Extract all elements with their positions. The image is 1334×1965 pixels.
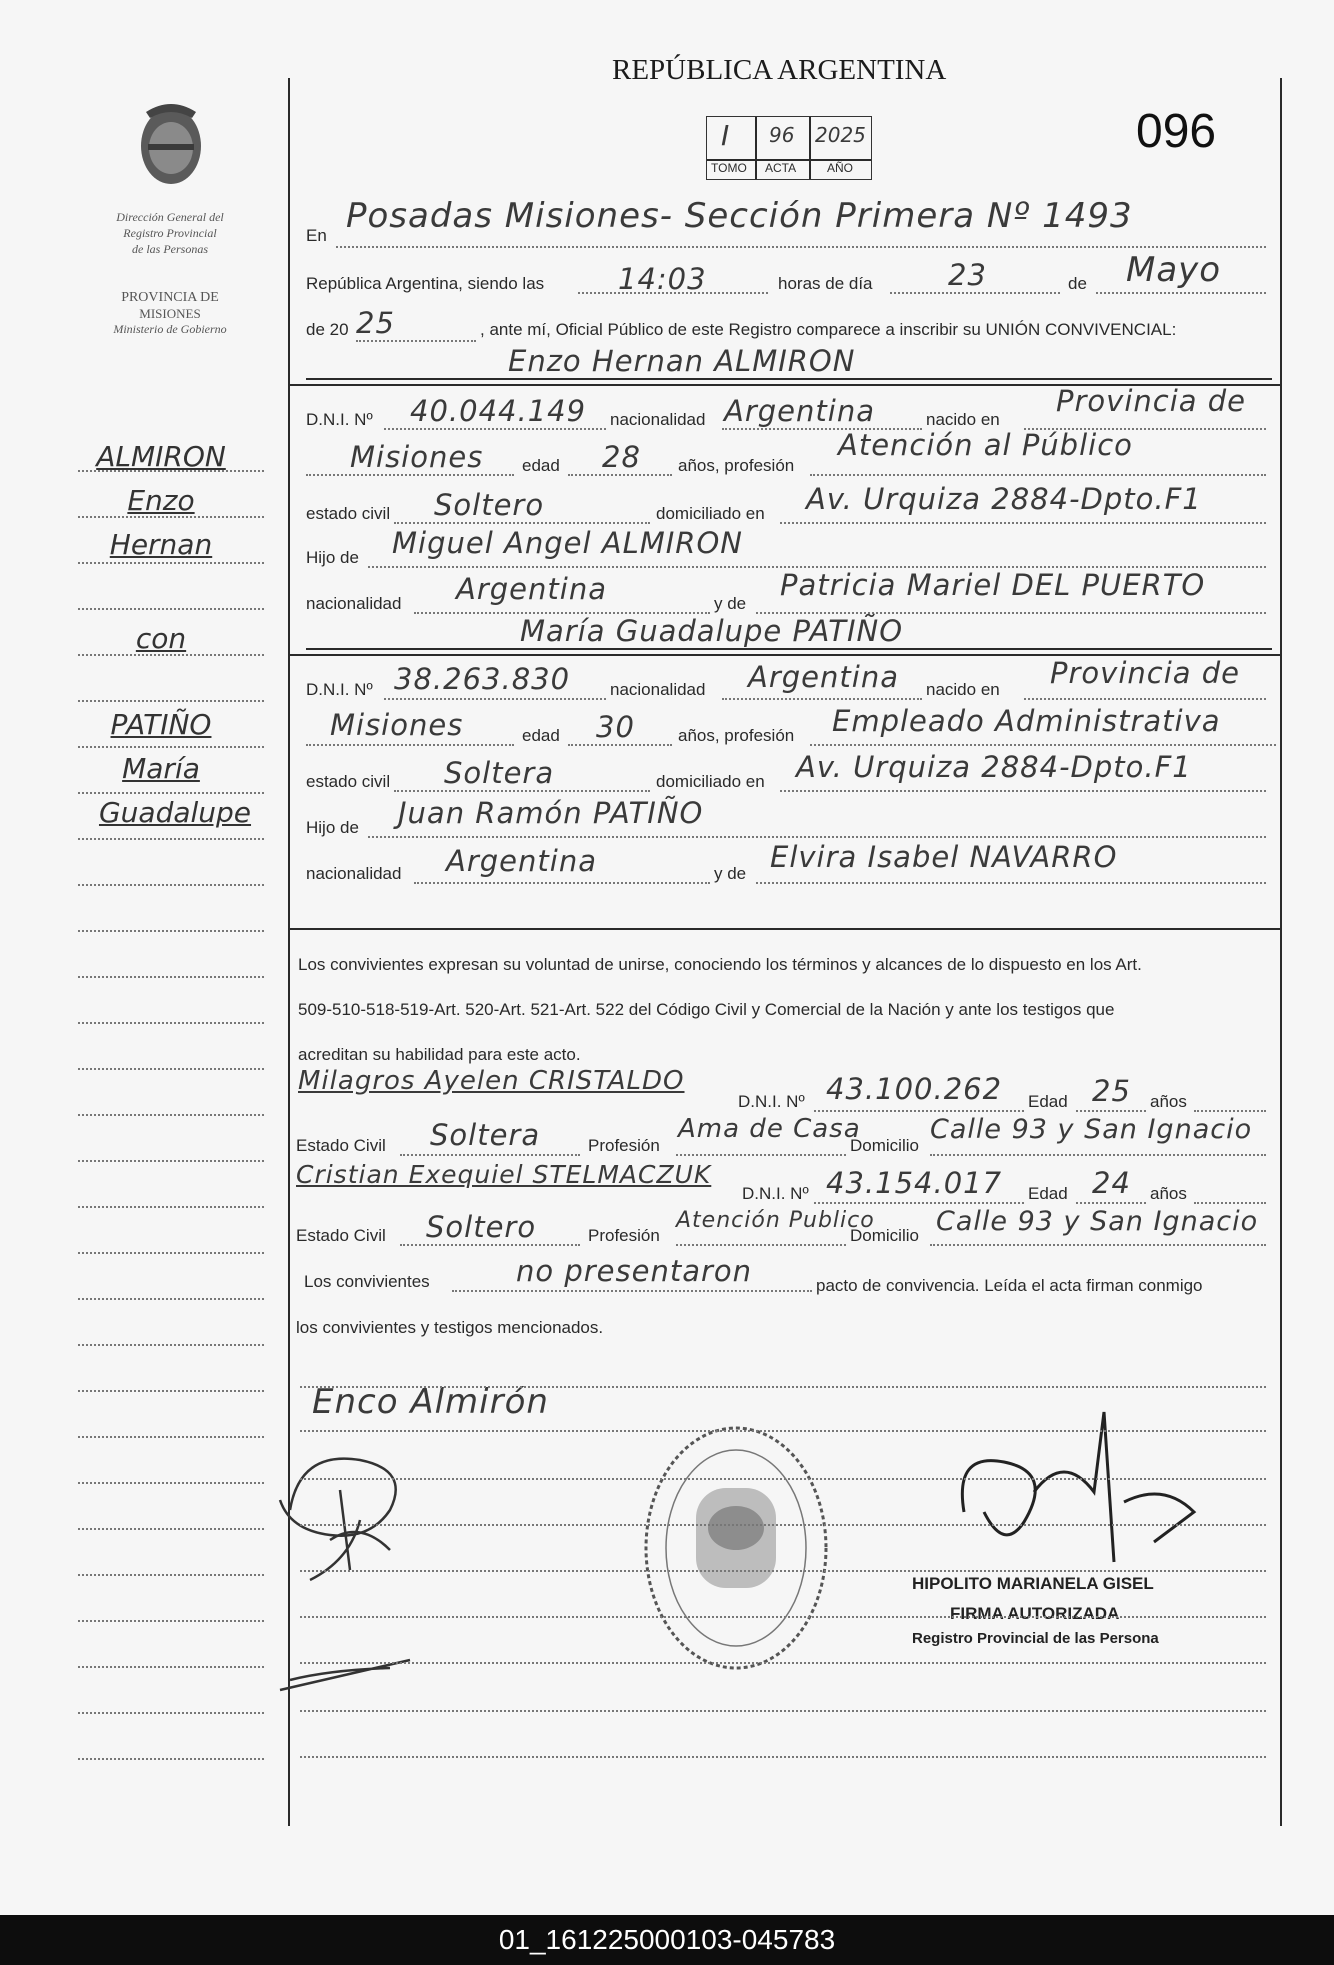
signature-area-rule — [300, 1570, 1266, 1572]
anio-label: AÑO — [827, 161, 854, 175]
pacto-text: pacto de convivencia. Leída el acta firman conmigo — [816, 1276, 1203, 1295]
w1-domicilio-label: Domicilio — [850, 1136, 919, 1155]
prov-line-2: MISIONES — [139, 306, 201, 321]
left-margin-rule — [78, 608, 264, 610]
p2-yde-label: y de — [714, 864, 747, 883]
intro-year-suffix: 25 — [356, 306, 395, 340]
p2-parents-nationality: Argentina — [446, 844, 597, 878]
convivientes-label: Los convivientes — [304, 1272, 430, 1291]
w1-civil-status: Soltera — [430, 1118, 541, 1152]
tomo-value: I — [721, 119, 730, 152]
country-header: REPÚBLICA ARGENTINA — [612, 54, 947, 86]
official-org: Registro Provincial de las Persona — [912, 1630, 1159, 1647]
p2-born-in-2: Misiones — [330, 708, 464, 742]
left-margin-rule — [78, 884, 264, 886]
left-margin-rule — [78, 1160, 264, 1162]
official-name: HIPOLITO MARIANELA GISEL — [912, 1574, 1154, 1593]
w1-address: Calle 93 y San Ignacio — [930, 1114, 1253, 1145]
tomo-label: TOMO — [711, 161, 747, 175]
p1-yde-label: y de — [714, 594, 747, 613]
w1-edad-label: Edad — [1028, 1092, 1068, 1111]
w2-estado-label: Estado Civil — [296, 1226, 386, 1245]
signature-area-rule — [300, 1386, 1266, 1388]
signature-area-rule — [300, 1524, 1266, 1526]
w2-dni: 43.154.017 — [826, 1166, 1003, 1200]
person2-full-name: María Guadalupe PATIÑO — [520, 614, 904, 648]
coat-of-arms-icon — [136, 98, 206, 190]
w2-anos-label: años — [1150, 1184, 1187, 1203]
intro-day: 23 — [948, 258, 987, 292]
left-margin-rule — [78, 1068, 264, 1070]
p2-edad-label: edad — [522, 726, 560, 745]
horas-label: horas de día — [778, 274, 873, 293]
tomo-acta-anio-box — [706, 116, 872, 180]
left-margin-rule — [78, 1436, 264, 1438]
left-margin-rule — [78, 746, 264, 748]
w1-estado-label: Estado Civil — [296, 1136, 386, 1155]
p1-parents-nationality: Argentina — [456, 572, 607, 606]
intro-location: Posadas Misiones- Sección Primera Nº 1493 — [346, 196, 1133, 236]
signature-area-rule — [300, 1616, 1266, 1618]
signature-area-rule — [300, 1710, 1266, 1712]
margin-surname-1: ALMIRON — [96, 440, 226, 473]
signature-area-rule — [300, 1430, 1266, 1432]
left-margin-rule — [78, 1482, 264, 1484]
left-margin-rule — [78, 1114, 264, 1116]
margin-given-1b: Hernan — [109, 528, 213, 561]
p1-nac-label: nacionalidad — [306, 594, 402, 613]
intro-month: Mayo — [1126, 250, 1222, 290]
p1-profession: Atención al Público — [838, 428, 1133, 462]
margin-con: con — [135, 622, 187, 655]
left-margin-rule — [78, 562, 264, 564]
w1-profesion-label: Profesión — [588, 1136, 660, 1155]
intro-de-label: de — [1068, 274, 1087, 293]
official-signature — [944, 1392, 1244, 1572]
p2-mother: Elvira Isabel NAVARRO — [770, 840, 1118, 874]
w2-dni-label: D.N.I. Nº — [742, 1184, 809, 1203]
left-margin-rule — [78, 700, 264, 702]
p1-nacido-label: nacido en — [926, 410, 1000, 429]
p1-dni: 40.044.149 — [410, 394, 587, 428]
left-margin-rule — [78, 1298, 264, 1300]
signature-1: Enco Almirón — [312, 1382, 549, 1422]
left-margin-rule — [78, 1344, 264, 1346]
legal-line-1: Los convivientes expresan su voluntad de unirse, conociendo los términos y alcances de lo dispuesto en los Art. — [298, 955, 1142, 974]
left-margin-rule — [78, 838, 264, 840]
p1-nationality: Argentina — [724, 394, 875, 428]
prov-line-3: Ministerio de Gobierno — [113, 322, 227, 336]
prov-line-1: PROVINCIA DE — [121, 290, 219, 305]
left-margin-rule — [78, 654, 264, 656]
republica-label: República Argentina, siendo las — [306, 274, 545, 293]
p1-born-in-1: Provincia de — [1056, 384, 1246, 418]
p2-nacionalidad-label: nacionalidad — [610, 680, 706, 699]
p1-hijo-label: Hijo de — [306, 548, 359, 567]
document-number: 096 — [1136, 105, 1217, 158]
p2-age: 30 — [596, 710, 635, 744]
org-line-2: Registro Provincial — [123, 226, 217, 240]
p2-profession: Empleado Administrativa — [832, 704, 1221, 738]
margin-surname-2: PATIÑO — [110, 708, 212, 741]
pacto-value: no presentaron — [516, 1254, 753, 1288]
legal-line-2: 509-510-518-519-Art. 520-Art. 521-Art. 522 del Código Civil y Comercial de la Nación y ante los testigos que — [298, 1000, 1115, 1019]
comparece-text: , ante mí, Oficial Público de este Registro comparece a inscribir su UNIÓN CONVIVENCIAL: — [480, 320, 1177, 339]
p1-address: Av. Urquiza 2884-Dpto.F1 — [806, 482, 1202, 516]
p2-estado-label: estado civil — [306, 772, 391, 791]
w1-dni-label: D.N.I. Nº — [738, 1092, 805, 1111]
p1-anos-prof-label: años, profesión — [678, 456, 795, 475]
person2-name-underline — [306, 648, 1272, 650]
footer-id-bar: 01_161225000103-045783 — [0, 1915, 1334, 1965]
p2-domicilio-label: domiciliado en — [656, 772, 765, 791]
p2-dni: 38.263.830 — [394, 662, 571, 696]
signature-2 — [270, 1430, 450, 1610]
p1-nacionalidad-label: nacionalidad — [610, 410, 706, 429]
left-margin-rule — [78, 1022, 264, 1024]
w2-civil-status: Soltero — [426, 1210, 537, 1244]
signature-area-rule — [300, 1756, 1266, 1758]
w2-profession: Atención Publico — [676, 1208, 875, 1233]
left-margin-rule — [78, 1758, 264, 1760]
person1-full-name: Enzo Hernan ALMIRON — [508, 344, 856, 378]
signature-area-rule — [300, 1478, 1266, 1480]
p2-nac-label: nacionalidad — [306, 864, 402, 883]
w2-address: Calle 93 y San Ignacio — [936, 1206, 1259, 1237]
left-margin-rule — [78, 792, 264, 794]
left-margin-rule — [78, 1206, 264, 1208]
p2-nationality: Argentina — [748, 660, 899, 694]
left-margin-rule — [78, 1252, 264, 1254]
p1-edad-label: edad — [522, 456, 560, 475]
w1-profession: Ama de Casa — [678, 1114, 861, 1144]
p2-address: Av. Urquiza 2884-Dpto.F1 — [796, 750, 1192, 784]
p1-estado-label: estado civil — [306, 504, 391, 523]
p2-hijo-label: Hijo de — [306, 818, 359, 837]
legal-line-3: acreditan su habilidad para este acto. — [298, 1045, 581, 1064]
p2-civil-status: Soltera — [444, 756, 555, 790]
w2-name: Cristian Exequiel STELMACZUK — [296, 1160, 712, 1189]
w1-age: 25 — [1092, 1074, 1131, 1108]
p1-civil-status: Soltero — [434, 488, 545, 522]
w1-name: Milagros Ayelen CRISTALDO — [298, 1066, 685, 1096]
p2-born-in-1: Provincia de — [1050, 656, 1240, 690]
org-line-3: de las Personas — [132, 242, 208, 256]
p1-mother: Patricia Mariel DEL PUERTO — [780, 568, 1206, 602]
left-margin-rule — [78, 1712, 264, 1714]
margin-given-1a: Enzo — [127, 484, 195, 517]
intro-time: 14:03 — [618, 262, 707, 296]
w2-edad-label: Edad — [1028, 1184, 1068, 1203]
w2-profesion-label: Profesión — [588, 1226, 660, 1245]
official-title: FIRMA AUTORIZADA — [950, 1604, 1120, 1623]
left-margin-rule — [78, 516, 264, 518]
p2-nacido-label: nacido en — [926, 680, 1000, 699]
acta-value: 96 — [769, 123, 795, 147]
anio-value: 2025 — [815, 123, 866, 147]
p2-dni-label: D.N.I. Nº — [306, 680, 373, 699]
left-margin-rule — [78, 1390, 264, 1392]
p1-age: 28 — [602, 440, 641, 474]
left-margin-rule — [78, 1620, 264, 1622]
left-margin-rule — [78, 930, 264, 932]
left-margin-rule — [78, 1528, 264, 1530]
left-margin-rule — [78, 976, 264, 978]
p2-anos-prof-label: años, profesión — [678, 726, 795, 745]
signature-area-rule — [300, 1662, 1266, 1664]
closing-line-2: los convivientes y testigos mencionados. — [296, 1318, 604, 1337]
signature-3-mark — [270, 1640, 430, 1700]
left-margin-rule — [78, 1574, 264, 1576]
p1-domicilio-label: domiciliado en — [656, 504, 765, 523]
p2-father: Juan Ramón PATIÑO — [398, 796, 704, 830]
year-prefix-label: de 20 — [306, 320, 349, 339]
left-margin-rule — [78, 1666, 264, 1668]
margin-given-2a: María — [122, 752, 200, 785]
w1-dni: 43.100.262 — [826, 1072, 1003, 1106]
p1-dni-label: D.N.I. Nº — [306, 410, 373, 429]
p1-father: Miguel Angel ALMIRON — [392, 526, 743, 560]
person1-name-underline — [306, 378, 1272, 380]
margin-given-2b: Guadalupe — [98, 796, 252, 829]
p1-born-in-2: Misiones — [350, 440, 484, 474]
org-line-1: Dirección General del — [116, 210, 224, 224]
acta-label: ACTA — [765, 161, 797, 175]
w2-age: 24 — [1092, 1166, 1131, 1200]
w1-anos-label: años — [1150, 1092, 1187, 1111]
left-margin-rule — [78, 470, 264, 472]
w2-domicilio-label: Domicilio — [850, 1226, 919, 1245]
en-label: En — [306, 226, 327, 245]
right-vertical-rule — [1280, 78, 1282, 1826]
registry-stamp — [636, 1418, 836, 1678]
